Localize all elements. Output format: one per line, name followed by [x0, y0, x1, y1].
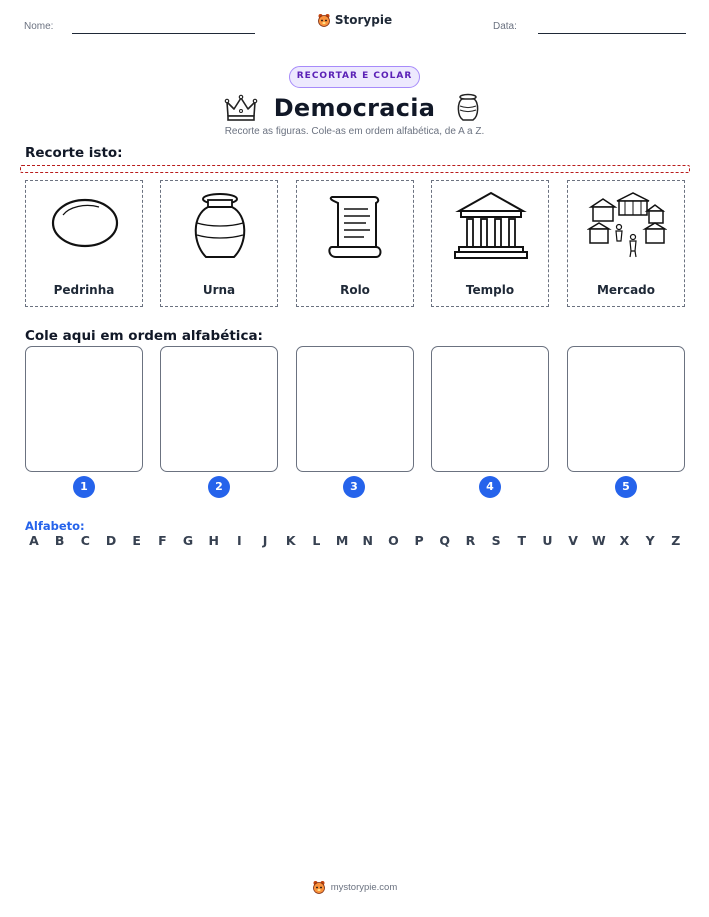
cut-line	[20, 165, 690, 173]
alphabet-letter: O	[388, 533, 399, 548]
alphabet-letter: S	[491, 533, 501, 548]
alphabet-letter: Y	[645, 533, 655, 548]
brand-logo	[0, 13, 709, 27]
alphabet-letter: N	[362, 533, 373, 548]
paste-slot-4[interactable]	[431, 346, 549, 472]
alphabet-letter: Q	[439, 533, 451, 548]
alphabet-letter: F	[158, 533, 167, 548]
alphabet-letter: U	[542, 533, 553, 548]
alphabet-letter: B	[54, 533, 65, 548]
instructions: Recorte as figuras. Cole-as em ordem alfabética, de A a Z.	[224, 126, 485, 137]
alphabet-letter: D	[105, 533, 117, 548]
paste-slot-2[interactable]	[160, 346, 278, 472]
alphabet-letter: T	[517, 533, 527, 548]
urn-icon	[180, 189, 260, 263]
footer-link[interactable]: mystorypie.com	[330, 881, 398, 893]
title-row	[0, 92, 709, 124]
paste-slot-1[interactable]	[25, 346, 143, 472]
date-line	[538, 33, 686, 34]
crown-icon	[224, 92, 258, 124]
mascot-icon	[312, 880, 326, 894]
alphabet-letter: H	[208, 533, 219, 548]
date-label: Data:	[493, 21, 517, 32]
alphabet-letter: V	[568, 533, 578, 548]
alphabet-letter: I	[237, 533, 242, 548]
card-label: Mercado	[596, 283, 656, 297]
alphabet-letter: Z	[671, 533, 681, 548]
scroll-icon	[316, 189, 396, 263]
slot-number: 2	[208, 476, 230, 498]
alphabet-letter: L	[312, 533, 321, 548]
cut-card-templo[interactable]	[431, 180, 549, 307]
slot-number: 4	[479, 476, 501, 498]
alphabet-letter: G	[182, 533, 194, 548]
name-label: Nome:	[24, 21, 54, 32]
card-label: Templo	[465, 283, 515, 297]
alphabet-letter: E	[132, 533, 141, 548]
alphabet-row	[25, 533, 685, 548]
cut-card-mercado[interactable]	[567, 180, 685, 307]
alphabet-letter: X	[619, 533, 630, 548]
alphabet-letter: P	[414, 533, 424, 548]
urn-icon	[451, 92, 485, 124]
cut-card-rolo[interactable]	[296, 180, 414, 307]
slot-number: 1	[73, 476, 95, 498]
page-title: Democracia	[273, 94, 436, 122]
footer	[0, 880, 709, 894]
cut-card-urna[interactable]	[160, 180, 278, 307]
alphabet-letter: R	[465, 533, 476, 548]
alphabet-letter: M	[335, 533, 349, 548]
paste-slot-3[interactable]	[296, 346, 414, 472]
card-label: Pedrinha	[53, 283, 115, 297]
mascot-icon	[317, 13, 331, 27]
card-label: Rolo	[340, 283, 370, 297]
activity-badge: RECORTAR E COLAR	[289, 66, 420, 88]
alphabet-letter: K	[285, 533, 296, 548]
alphabet-letter: J	[262, 533, 268, 548]
paste-heading: Cole aqui em ordem alfabética:	[25, 328, 263, 344]
cut-heading: Recorte isto:	[25, 145, 123, 161]
slot-number: 5	[615, 476, 637, 498]
card-label: Urna	[202, 283, 236, 297]
brand-name: Storypie	[334, 13, 393, 27]
name-line	[72, 33, 255, 34]
pebble-icon	[45, 189, 125, 263]
alphabet-letter: C	[80, 533, 90, 548]
alphabet-letter: W	[591, 533, 606, 548]
alphabet-label: Alfabeto:	[25, 519, 85, 533]
temple-icon	[451, 189, 531, 263]
alphabet-letter: A	[29, 533, 39, 548]
slot-number: 3	[343, 476, 365, 498]
market-icon	[587, 189, 667, 263]
cut-card-pedrinha[interactable]	[25, 180, 143, 307]
paste-slot-5[interactable]	[567, 346, 685, 472]
